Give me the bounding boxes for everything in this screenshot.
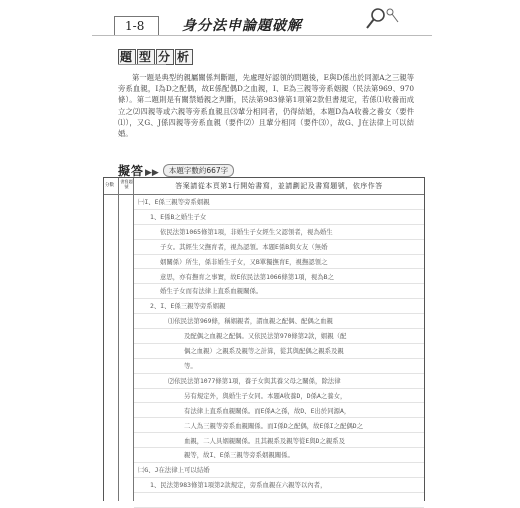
section-tag-char: 題 <box>120 50 135 64</box>
answer-line: 1、E係B之婚生子女 <box>150 212 207 221</box>
word-count-badge: 本題字數約667字 <box>163 164 234 177</box>
answer-line: 另有規定外，與婚生子女同。本題A收養D，D係A之養女， <box>184 391 347 400</box>
answer-line: ⑴依民法第969條，稱姻親者，謂血親之配偶、配偶之血親 <box>168 317 333 326</box>
section-underline <box>118 64 166 65</box>
answer-line: ㈡G、J在法律上可以結婚 <box>138 466 210 475</box>
answer-line: 姻關係）所生，係非婚生子女，又B單獨撫育E，視撫認領之 <box>160 257 328 266</box>
score-column <box>104 178 119 501</box>
handwritten-answer <box>138 195 422 493</box>
answer-line: 血親，二人具姻親關係。且其親系及親等從E與D之親系及 <box>184 436 346 445</box>
answer-line: 偶之血親）之親系及親等之計算，從其與配偶之親系及親 <box>184 347 344 356</box>
answer-sheet <box>103 177 425 501</box>
sheet-header-row <box>104 178 424 195</box>
page-number: 1-8 <box>114 16 159 36</box>
score-header: 分數 <box>105 183 114 188</box>
answer-line: 婚生子女而有法律上直系血親關係。 <box>160 287 263 296</box>
answer-line: 意思，亦有撫育之事實，故E依民法第1066條第1項，視為B之 <box>160 272 334 281</box>
analysis-text: 第一題是典型的親屬關係判斷題，先處理好認領的問題後，E與D係出於同源A之三親等旁系血親，I為D之配偶，故E係配偶D之血親，I、E為三親等旁系姻親（民法第969、970條）。第二題則是有關禁婚親之判斷，民法第983條第1項第2款但書規定，若係⑴收養而成立之⑵四親等或六親等旁系血親且⑶輩分相同者，仍得結婚，本題D為A收養之養女（要件⑴），又G、J係四親等旁系血親（要件⑵）且輩分相同（要件⑶），故G、J在法律上可以結婚。 <box>118 73 414 139</box>
header-rule <box>92 35 432 36</box>
answer-line: 親等，故I、E係三親等旁系姻親關係。 <box>184 451 294 460</box>
answer-line: 子女。其經生父撫育者，視為認領。本題E係B與女友（無婚 <box>160 242 328 251</box>
sheet-instruction: 答案請從本頁第1行開始書寫，並請劃記及書寫題號，依序作答 <box>175 182 383 190</box>
question-number-header: 書寫題號 <box>120 179 133 189</box>
answer-heading <box>118 160 234 178</box>
answer-line: 二人為三親等旁系血親關係。而I係D之配偶，故E係I之配偶D之 <box>184 421 364 430</box>
analysis-paragraph <box>118 72 414 139</box>
answer-line: 有法律上直系血親關係。而E係A之孫，故D、E出於同源A， <box>184 406 351 415</box>
arrow-icon: ▶▶ <box>145 168 159 178</box>
answer-line: 1、民法第983條第1項第2款規定，旁系血親在六親等以內者， <box>150 481 327 490</box>
page-header <box>92 4 432 34</box>
criteria-column <box>119 178 134 501</box>
answer-line: 2、I、E係三親等旁系姻親 <box>150 302 226 311</box>
answer-line: ⑵依民法第1077條第1項，養子女與其養父母之關係，除法律 <box>168 376 341 385</box>
answer-line: ㈠I、E係三親等旁系姻親 <box>138 198 210 206</box>
running-title: 身分法申論題破解 <box>182 18 302 34</box>
section-tag-char: 型 <box>139 50 154 64</box>
magnifier-key-icon <box>362 4 402 34</box>
answer-line: 等。 <box>184 361 197 370</box>
section-tag <box>118 48 194 65</box>
section-tag-char: 析 <box>177 50 192 64</box>
answer-label: 擬答 <box>118 164 145 178</box>
section-tag-char: 分 <box>158 50 173 64</box>
answer-line: 依民法第1065條第1項，非婚生子女經生父認領者，視為婚生 <box>160 227 333 236</box>
answer-line: 及配偶之血親之配偶。又依民法第970條第2款，姻親（配 <box>184 332 347 341</box>
